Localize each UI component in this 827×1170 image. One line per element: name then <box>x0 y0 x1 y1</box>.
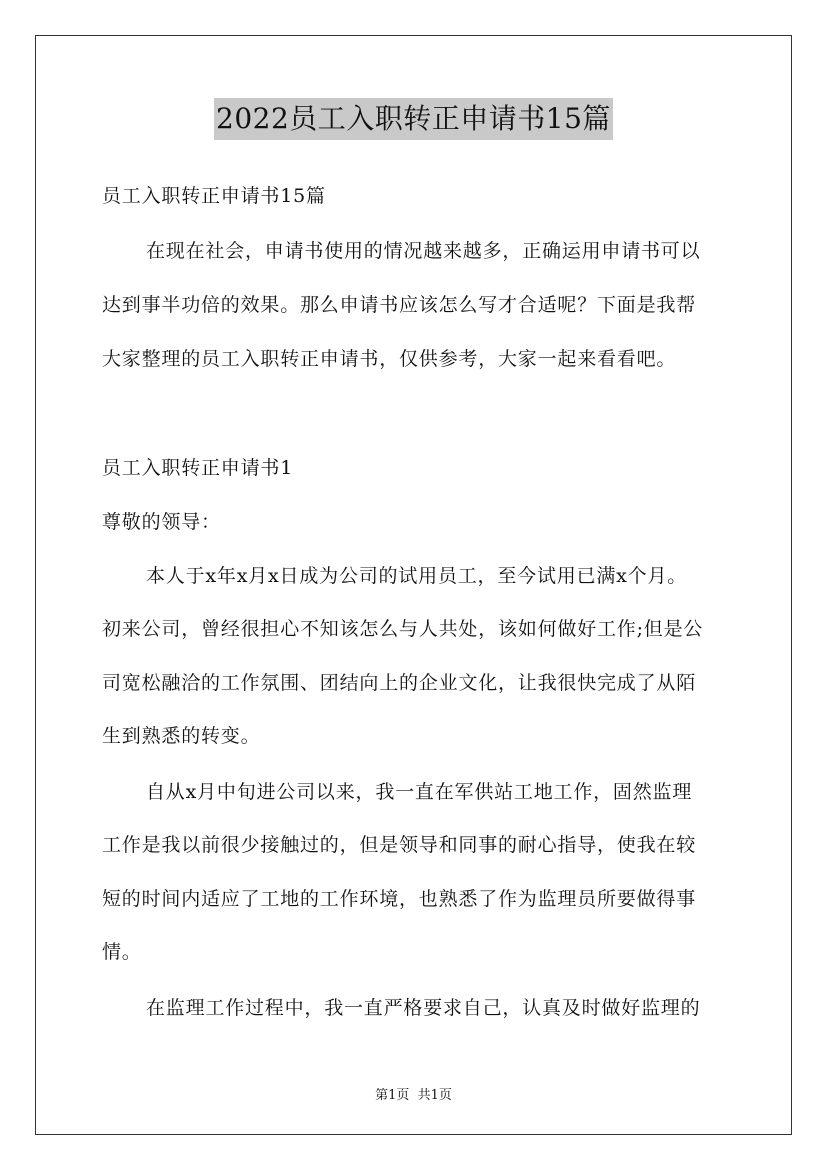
body-line: 生到熟悉的转变。 <box>102 725 261 747</box>
body-line: 在监理工作过程中，我一直严格要求自己，认真及时做好监理的 <box>146 997 701 1019</box>
document-title: 2022员工入职转正申请书15篇 <box>214 98 613 140</box>
body-line: 司宽松融洽的工作氛围、团结向上的企业文化，让我很快完成了从陌 <box>102 672 697 694</box>
intro-line: 大家整理的员工入职转正申请书，仅供参考，大家一起来看看吧。 <box>102 348 677 370</box>
page-number-footer: 第1页 共1页 <box>375 1088 452 1103</box>
document-subtitle: 员工入职转正申请书15篇 <box>102 185 326 207</box>
intro-line: 达到事半功倍的效果。那么申请书应该怎么写才合适呢？下面是我帮 <box>102 294 697 316</box>
body-line: 情。 <box>102 941 142 963</box>
intro-line: 在现在社会，申请书使用的情况越来越多，正确运用申请书可以 <box>146 240 701 262</box>
body-line: 工作是我以前很少接触过的，但是领导和同事的耐心指导，使我在较 <box>102 834 697 856</box>
body-line: 短的时间内适应了工地的工作环境，也熟悉了作为监理员所要做得事 <box>102 888 697 910</box>
body-line: 本人于x年x月x日成为公司的试用员工，至今试用已满x个月。 <box>146 565 688 587</box>
body-line: 初来公司，曾经很担心不知该怎么与人共处，该如何做好工作;但是公 <box>102 618 704 640</box>
salutation: 尊敬的领导： <box>102 511 221 533</box>
section-heading: 员工入职转正申请书1 <box>102 457 294 479</box>
title-container <box>0 98 827 140</box>
body-line: 自从x月中旬进公司以来，我一直在军供站工地工作，固然监理 <box>146 781 693 803</box>
